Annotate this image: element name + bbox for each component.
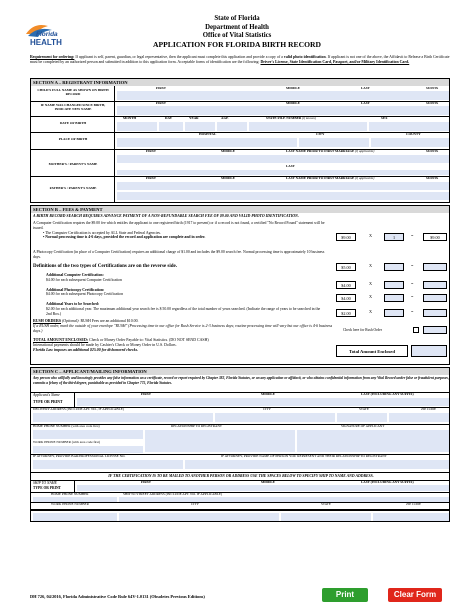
requirement-id-list: Driver's License, State Identification Card, Passport, and/or Military Identification Card.	[260, 60, 410, 64]
fee-add-computer: $4.00	[336, 281, 356, 289]
hospital-field[interactable]	[117, 138, 297, 147]
work-phone-field[interactable]	[33, 446, 143, 453]
applicant-name-field[interactable]	[77, 398, 449, 406]
computer-cert-desc: A Computer Certification requires the $9.00 fee which entitles the applicant to one registered birth (1917 to present) or if a record is not found, a certified "No Record Found" statement will be issued.	[33, 221, 325, 230]
fee-base-qty[interactable]: 1	[384, 233, 404, 241]
changed-last-label: LAST	[361, 101, 370, 105]
total-enclosed-info	[33, 338, 323, 352]
ship-work-phone-label: WORK PHONE NUMBER	[51, 502, 89, 506]
dob-year-label: YEAR	[189, 116, 199, 120]
state-file-label: STATE FILE NUMBER (if known)	[266, 116, 316, 120]
fee-base-total: $9.00	[423, 233, 447, 241]
mother-suffix-label: SUFFIX	[426, 149, 439, 153]
hospital-label: HOSPITAL	[199, 132, 217, 136]
check-rush-label: Check here for Rush Order	[343, 328, 382, 332]
mother-last-label: LAST	[286, 164, 295, 168]
fee-add-years: $2.00	[336, 309, 356, 317]
fee-add-years-total[interactable]	[423, 309, 447, 317]
relationship-field[interactable]	[145, 430, 295, 452]
rush-fee: : RUSH Fees are an additional $10.00.	[78, 319, 139, 323]
ship-zip-field[interactable]	[373, 513, 449, 521]
ship-last-label: LAST (INCLUDING ANY SUFFIX)	[361, 480, 414, 484]
rush-checkbox[interactable]	[413, 327, 419, 333]
mother-label: MOTHER'S / PARENT'S NAME	[48, 162, 98, 166]
home-phone-field[interactable]	[33, 430, 143, 439]
child-name-field[interactable]	[117, 91, 449, 100]
fee-add-photocopy: $4.00	[336, 294, 356, 302]
requirement-heading: Requirement for ordering:	[30, 55, 75, 59]
ship-address-label: SHIP TO STREET ADDRESS (INCLUDE APT. NO. IF APPLICABLE)	[123, 492, 223, 496]
father-first-label: FIRST	[146, 176, 156, 180]
fee-add-years-eq: =	[411, 309, 414, 314]
ship-to-name-label: SHIP TO NAME	[33, 481, 57, 485]
dob-year-field[interactable]	[185, 122, 215, 131]
delivery-address-label: DELIVERY ADDRESS (INCLUDE APT. NO., IF APPLICABLE)	[33, 407, 124, 411]
applicant-type-print: TYPE OR PRINT	[33, 400, 63, 404]
sex-field[interactable]	[369, 122, 449, 131]
requirement-text-3: application form. Acceptable forms of identification are the following:	[149, 60, 260, 64]
pob-city-label: CITY	[316, 132, 325, 136]
father-last-field[interactable]	[117, 192, 449, 200]
county-label: COUNTY	[406, 132, 421, 136]
add-computer-label: Additional Computer Certification:	[46, 273, 104, 277]
international-note: International payments should be made by Cashier's Check or Money Order in U.S. Dollars.	[33, 342, 177, 347]
fee-add-photocopy-x: X	[369, 294, 373, 299]
ship-work-phone-field[interactable]	[33, 513, 117, 521]
section-c-title: SECTION C – APPLICANT/MAILING INFORMATION	[31, 368, 449, 375]
applicant-city-label: CITY	[263, 407, 271, 411]
child-last-label: LAST	[361, 86, 370, 90]
logo-text-florida: Florida	[36, 31, 58, 38]
ship-city-label: CITY	[191, 502, 199, 506]
requirement-paragraph: Requirement for ordering: If applicant is self, parent, guardian, or legal representative, then the applicant must complete this application and provide a copy of a valid photo identification. If applicant is not one of the above, the Affidavit to Release a Birth Certificate must be completed by an authorized person and submitted in addition to this application form. Acceptable forms of identification are the following: Driver's License, State Identification Card, Passport, and/or Military Identification Card.	[30, 55, 450, 64]
search-fee-notice: A BIRTH RECORD SEARCH REQUIRES ADVANCE PAYMENT OF A NON-REFUNDABLE SEARCH FEE OF $9.00 AND VALID PHOTO IDENTIFICATION.	[33, 214, 299, 218]
computer-cert-text	[33, 221, 328, 240]
section-b-title: SECTION B – FEES & PAYMENT	[31, 206, 449, 213]
applicant-state-field[interactable]	[337, 413, 387, 422]
fee-add-years-qty[interactable]	[384, 309, 404, 317]
ship-type-print: TYPE OR PRINT	[33, 486, 61, 490]
rush-orders	[33, 319, 333, 333]
fee-photocopy: $5.00	[336, 263, 356, 271]
photocopy-cert-text: A Photocopy Certification (in place of a Computer Certification) requires an additional charge of $1.00 and includes the $9.00 search fee. Normal processing time is approximately 10 business days.	[33, 250, 325, 259]
home-phone-label: HOME PHONE NUMBER (with area code first)	[33, 424, 100, 428]
add-years-label: Additional Years to be Searched:	[46, 302, 100, 307]
department-title: Department of Health	[205, 23, 269, 31]
ship-last-row	[30, 510, 450, 522]
florida-law-note: Florida Law imposes an additional $25.00 for dishonored checks.	[33, 347, 139, 352]
child-middle-label: MIDDLE	[286, 86, 300, 90]
ship-zip-label: ZIP CODE	[406, 502, 422, 506]
attorney-license-field[interactable]	[33, 460, 183, 469]
add-photocopy-desc: $4.00 for each subsequent Photocopy Certification	[46, 292, 123, 297]
false-info-warning: Any person who willfully and knowingly provides any false information on a certificate, record or report required by Chapter 382, Florida Statutes, or on any application or affidavit, or who obtains confidential information from any Vital Record under false or fraudulent purposes, commits a felony of the third degree, punishable as provided in Chapter 775, Florida Statutes.	[33, 376, 449, 385]
signature-field[interactable]	[297, 430, 449, 452]
sex-label: SEX	[381, 116, 388, 120]
requirement-text-2: If applicant is not one of the above, the Affidavit to Release a Birth Certificate must be completed by an authorized person and submitted in addition to this	[30, 55, 450, 64]
ship-first-label: FIRST	[141, 480, 151, 484]
office-title: Office of Vital Statistics	[202, 32, 272, 40]
attorney-license-label: IF ATTORNEY, PROVIDE BAR/PROFESSIONAL LICENSE NO.	[33, 454, 126, 458]
section-a-title: SECTION A – REGISTRANT INFORMATION	[31, 79, 449, 86]
fee-base-eq: =	[411, 233, 414, 238]
rush-label: RUSH ORDERS	[33, 319, 61, 323]
ship-home-phone-label: HOME PHONE NUMBER	[51, 492, 89, 496]
mother-last-prior-label: LAST NAME PRIOR TO FIRST MARRIAGE (if applicable)	[286, 149, 375, 153]
mother-name-field[interactable]	[117, 155, 449, 163]
county-field[interactable]	[371, 138, 449, 147]
fee-base-x: X	[369, 233, 373, 238]
add-years-desc: $2.00 for each additional year. The maximum additional year search fee is $ 50.00 regardless of the total number of years searched. (Indicate the range of years to be searched in the 2nd Box.)	[46, 306, 321, 316]
print-button[interactable]: Print	[322, 588, 368, 602]
changed-suffix-label: SUFFIX	[426, 101, 439, 105]
section-b	[30, 205, 450, 365]
fee-add-photocopy-qty[interactable]	[384, 294, 404, 302]
computer-cert-bullet-1: • The Computer Certification is accepted by ALL State and Federal Agencies.	[43, 230, 161, 235]
mail-to-other-notice: IF THE CERTIFICATION IS TO BE MAILED TO ANOTHER PERSON OR ADDRESS USE THE SPACES BELOW TO SPECIFY SHIP TO NAME AND ADDRESS.	[108, 474, 374, 478]
pob-label: PLACE OF BIRTH	[58, 137, 88, 141]
fee-add-computer-x: X	[369, 281, 373, 286]
father-suffix-label: SUFFIX	[426, 176, 439, 180]
attorney-represent-label: IF ATTORNEY, PROVIDE NAME OF PERSON YOU REPRESENT AND THEIR RELATIONSHIP TO REGISTRANT	[221, 454, 387, 458]
changed-first-label: FIRST	[156, 101, 166, 105]
changed-middle-label: MIDDLE	[286, 101, 300, 105]
total-amount-field[interactable]	[411, 345, 447, 357]
ship-state-field[interactable]	[281, 513, 371, 521]
section-a	[30, 78, 450, 203]
changed-name-field[interactable]	[117, 106, 449, 115]
mother-middle-label: MIDDLE	[221, 149, 235, 153]
requirement-text-1: If applicant is self, parent, guardian, or legal representative, then the applicant must complete this application and provide a copy of a	[75, 55, 283, 59]
fee-add-photocopy-eq: =	[411, 294, 414, 299]
applicant-first-label: FIRST	[141, 392, 151, 396]
add-computer-desc: $4.00 for each subsequent Computer Certification	[46, 277, 122, 282]
rush-fee-field[interactable]	[423, 326, 447, 334]
computer-cert-bullet-2: • Normal processing time is 4-6 days, provided the record and application are complete and in order.	[43, 235, 206, 240]
father-middle-label: MIDDLE	[221, 176, 235, 180]
fee-photocopy-total[interactable]	[423, 263, 447, 271]
fee-add-computer-total[interactable]	[423, 281, 447, 289]
relationship-label: RELATIONSHIP TO REGISTRANT	[171, 424, 222, 428]
father-label: FATHER'S / PARENT'S NAME	[49, 186, 97, 190]
applicant-name-label: Applicant's Name	[33, 393, 60, 397]
form-title: APPLICATION FOR FLORIDA BIRTH RECORD	[153, 39, 321, 49]
ship-state-label: STATE	[321, 502, 331, 506]
additional-fees	[46, 273, 326, 317]
header-block	[100, 15, 374, 49]
add-photocopy-label: Additional Photocopy Certification:	[46, 287, 105, 292]
dob-day-field[interactable]	[159, 122, 183, 131]
rush-optional: (Optional)	[61, 319, 79, 323]
fee-photocopy-qty[interactable]	[384, 263, 404, 271]
fee-add-computer-eq: =	[411, 281, 414, 286]
fee-add-photocopy-total[interactable]	[423, 294, 447, 302]
applicant-zip-label: ZIP CODE	[421, 407, 437, 411]
section-c	[30, 367, 450, 510]
dob-day-label: DAY	[165, 116, 173, 120]
applicant-city-field[interactable]	[215, 413, 335, 422]
state-title: State of Florida	[214, 15, 260, 22]
attorney-represent-field[interactable]	[185, 460, 449, 469]
requirement-photo-id: valid photo identification	[283, 55, 326, 59]
dob-month-field[interactable]	[117, 122, 157, 131]
father-last-prior-label: LAST NAME PRIOR TO FIRST MARRIAGE (if applicable)	[286, 176, 375, 180]
logo-text-health: HEALTH	[30, 38, 62, 47]
florida-health-logo	[22, 20, 68, 48]
signature-label: SIGNATURE OF APPLICANT	[341, 424, 385, 428]
pob-city-field[interactable]	[299, 138, 369, 147]
childs-name-label: CHILD'S FULL NAME AS SHOWN ON BIRTH RECORD	[37, 88, 109, 96]
total-enclosed-text: Check or Money Order Payable to: Vital Statistics. (DO NOT SEND CASH)	[89, 338, 209, 342]
state-file-field[interactable]	[249, 122, 367, 131]
rush-text: If a RUSH order, mark the outside of your envelope "RUSH" (Processing time in our office for Rush Service is 2-3 business days; routine processing time will vary but our office is 4-6 business days.)	[33, 323, 333, 333]
applicant-last-label: LAST (INCLUDING ANY SUFFIX)	[361, 392, 414, 396]
total-amount-label: Total Amount Enclosed	[336, 345, 408, 357]
fee-add-years-x: X	[369, 309, 373, 314]
mother-first-label: FIRST	[146, 149, 156, 153]
total-enclosed-label: TOTAL AMOUNT ENCLOSED:	[33, 338, 89, 342]
child-first-label: FIRST	[156, 86, 166, 90]
dob-label: DATE OF BIRTH	[59, 121, 87, 125]
fee-photocopy-x: X	[369, 263, 373, 268]
changed-name-label: IF NAME WAS CHANGED SINCE BIRTH, INDICATE NEW NAME	[40, 103, 106, 111]
fee-add-computer-qty[interactable]	[384, 281, 404, 289]
ship-name-field[interactable]	[77, 485, 449, 491]
fee-base: $9.00	[336, 233, 356, 241]
applicant-state-label: STATE	[359, 407, 369, 411]
applicant-zip-field[interactable]	[389, 413, 449, 422]
applicant-middle-label: MIDDLE	[261, 392, 275, 396]
ship-city-field[interactable]	[119, 513, 279, 521]
clear-form-button[interactable]: Clear Form	[388, 588, 442, 602]
mother-last-field[interactable]	[117, 170, 449, 175]
child-suffix-label: SUFFIX	[426, 86, 439, 90]
dob-month-label: MONTH	[123, 116, 137, 120]
ship-middle-label: MIDDLE	[261, 480, 275, 484]
father-name-field[interactable]	[117, 182, 449, 190]
form-identifier: DH 726, 04/2016, Florida Administrative Code Rule 64V-1.0131 (Obsoletes Previous Editions)	[30, 594, 205, 599]
fee-photocopy-eq: =	[411, 263, 414, 268]
definitions-note: Definitions of the two types of Certifications are on the reverse side.	[33, 264, 177, 269]
work-phone-label: WORK PHONE NUMBER (with area code first)	[33, 440, 101, 444]
age-label: AGE	[221, 116, 229, 120]
delivery-address-field[interactable]	[33, 413, 213, 422]
age-field[interactable]	[217, 122, 247, 131]
